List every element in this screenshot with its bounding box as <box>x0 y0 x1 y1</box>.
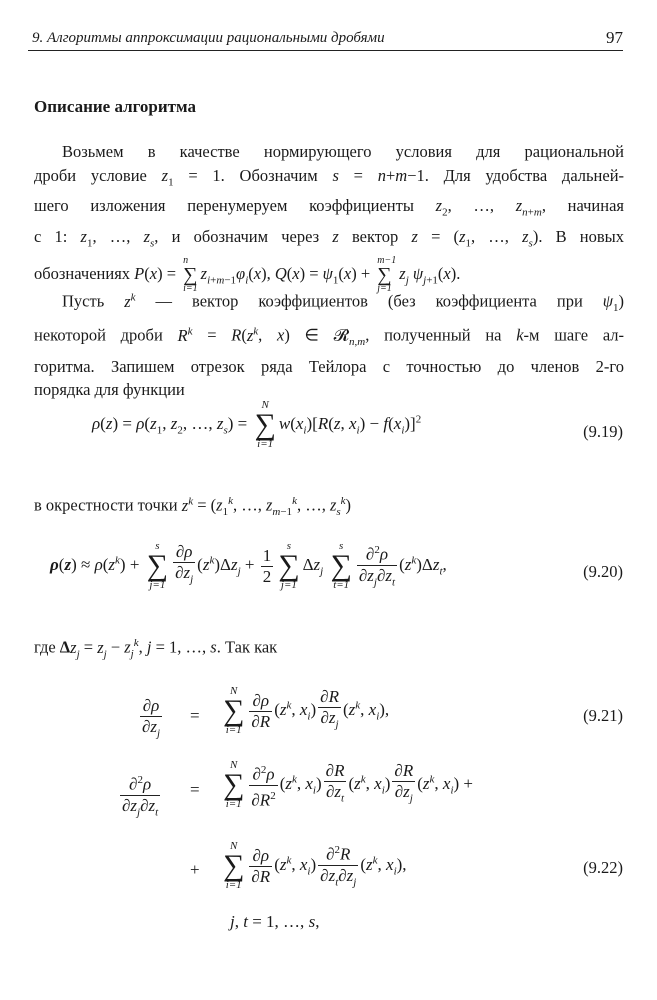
fraction: $\frac{\partial^2R}{\partial z_t\partial z_j}$ <box>318 840 358 892</box>
fraction: $\frac{\partial\rho}{\partial R}$ <box>251 690 271 731</box>
paragraph-neighborhood <box>34 490 624 524</box>
equation-9-22: $\frac{\partial^2\rho}{\partial z_j\partial z_t}$ = N ∑ i=1 $\frac{\partial^2\rho}{\partial R^2}$ ($z^k$, $x_i$) $\frac{\partial R}{\partial z_t}$ ($z^k$, $x_i$) $\frac{\partial R}{\partial z_j}$ ($z^k$, $x_i$) + + N ∑ i=1 $\frac{\partial\rho}{\partial R}$ ($z^k$, $x_i$) $\frac{\partial^2R}{\partial z_t\partial z_j}$ ($z^k$, $x_i$), (9.22) j, t = 1, …, s, <box>122 759 623 931</box>
text-line: Пусть $z^k$ — вектор коэффициентов (без коэффициента при $\psi_1$) <box>62 291 625 314</box>
text-line: Возьмем в качестве нормирующего условия для рациональной <box>62 142 624 161</box>
page-number: 97 <box>606 28 623 47</box>
sum-symbol: N ∑ i=1 <box>223 759 245 811</box>
text-line: обозначениях P(x) = n ∑ i=1 $z_{i+m-1}\varphi_i(x)$, $Q(x) = \psi_1(x)$ + m−1 ∑ j=1 $z_j$ $\psi_{j+1}(x)$. <box>34 255 461 295</box>
sum-symbol: N ∑ i=1 <box>223 685 245 736</box>
equation-number: (9.19) <box>583 422 623 441</box>
fraction: $\frac{\partial R}{\partial z_j}$ <box>394 761 414 805</box>
fraction: $\frac{1}{2}$ <box>262 545 272 586</box>
paragraph-normalization <box>34 140 625 295</box>
sum-symbol: N ∑ i=1 <box>254 399 276 450</box>
sum-symbol: m−1 ∑ j=1 <box>377 255 397 295</box>
equation-9-21: $\frac{\partial\rho}{\partial z_j}$ = N ∑ i=1 $\frac{\partial\rho}{\partial R}$ ($z^k$, $x_i$) $\frac{\partial R}{\partial z_j}$ ($z^k$, $x_i$), (9.21) <box>0 686 657 752</box>
fraction: $\frac{\partial R}{\partial z_t}$ <box>325 761 345 805</box>
equation-number: (9.20) <box>583 562 623 581</box>
equation-number: (9.22) <box>583 858 623 877</box>
equation-number: (9.21) <box>583 706 623 725</box>
fraction: $\frac{\partial\rho}{\partial z_j}$ <box>142 696 161 740</box>
section-heading: Описание алгоритма <box>34 97 196 116</box>
fraction: $\frac{\partial R}{\partial z_j}$ <box>320 687 339 731</box>
text-line: горитма. Запишем отрезок ряда Тейлора с точностью до членов 2-го <box>34 356 624 376</box>
text-line: дроби условие $z_1 = 1$. Обозначим s = n+m−1. Для удобства дальней- <box>34 165 625 188</box>
text-line: шего изложения перенумеруем коэффициенты $z_2$, …, $z_{n+m}$, начиная <box>34 196 625 219</box>
text-line: некоторой дроби $R^k = R(z^k$, x) ∈ 𝓡$_{n,m}$, полученный на k-м шаге ал- <box>34 325 625 349</box>
text-line: в окрестности точки $z^k = (z_1^k$, …, $z_{m-1}^k$, …, $z_s^k$) <box>34 495 352 518</box>
fraction: $\frac{\partial^2\rho}{\partial R^2}$ <box>249 760 277 810</box>
sum-symbol: N ∑ i=1 <box>223 840 245 892</box>
sum-symbol: s ∑ j=1 <box>278 540 300 592</box>
text-line: порядка для функции <box>34 380 185 400</box>
text-line: где $\Delta z_j = z_j - z_j^k$, j = 1, …, s. Так как <box>34 637 278 660</box>
running-header <box>28 28 623 51</box>
fraction: $\frac{\partial^2\rho}{\partial z_j\partial z_t}$ <box>120 770 160 822</box>
equation-9-19: $\rho(z) = \rho(z_1$, $z_2$, …, $z_s$) = N ∑ i=1 $w(x_i)[R(z$, $x_i) - f(x_i)]^2$ (9.19) <box>92 399 623 450</box>
equation-9-20: $\rho(z) \approx \rho(z^k)$ + s ∑ j=1 $\frac{\partial\rho}{\partial z_j}$ $(z^k)\Delta z_j$ + $\frac{1}{2}$ s ∑ j=1 $\Delta z_j$ s ∑ t=1 $\frac{\partial^2\rho}{\partial z_j\partial z_t}$ $(z^k)\Delta z_t$, (9.20) <box>50 540 623 592</box>
paragraph-where <box>34 632 624 666</box>
running-title: 9. Алгоритмы аппроксимации рациональными дробями <box>32 30 385 46</box>
sum-symbol: s ∑ t=1 <box>330 540 352 592</box>
paragraph-taylor <box>34 286 624 402</box>
fraction: $\frac{\partial\rho}{\partial z_j}$ <box>175 542 194 586</box>
text-line: с 1: $z_1$, …, $z_s$, и обозначим через z вектор $z = (z_1$, …, $z_s$). В новых <box>34 227 625 250</box>
sum-symbol: s ∑ j=1 <box>146 540 169 592</box>
sum-symbol: n ∑ i=1 <box>183 255 198 295</box>
fraction: $\frac{\partial^2\rho}{\partial z_j\partial z_t}$ <box>357 540 397 592</box>
fraction: $\frac{\partial\rho}{\partial R}$ <box>251 845 271 886</box>
